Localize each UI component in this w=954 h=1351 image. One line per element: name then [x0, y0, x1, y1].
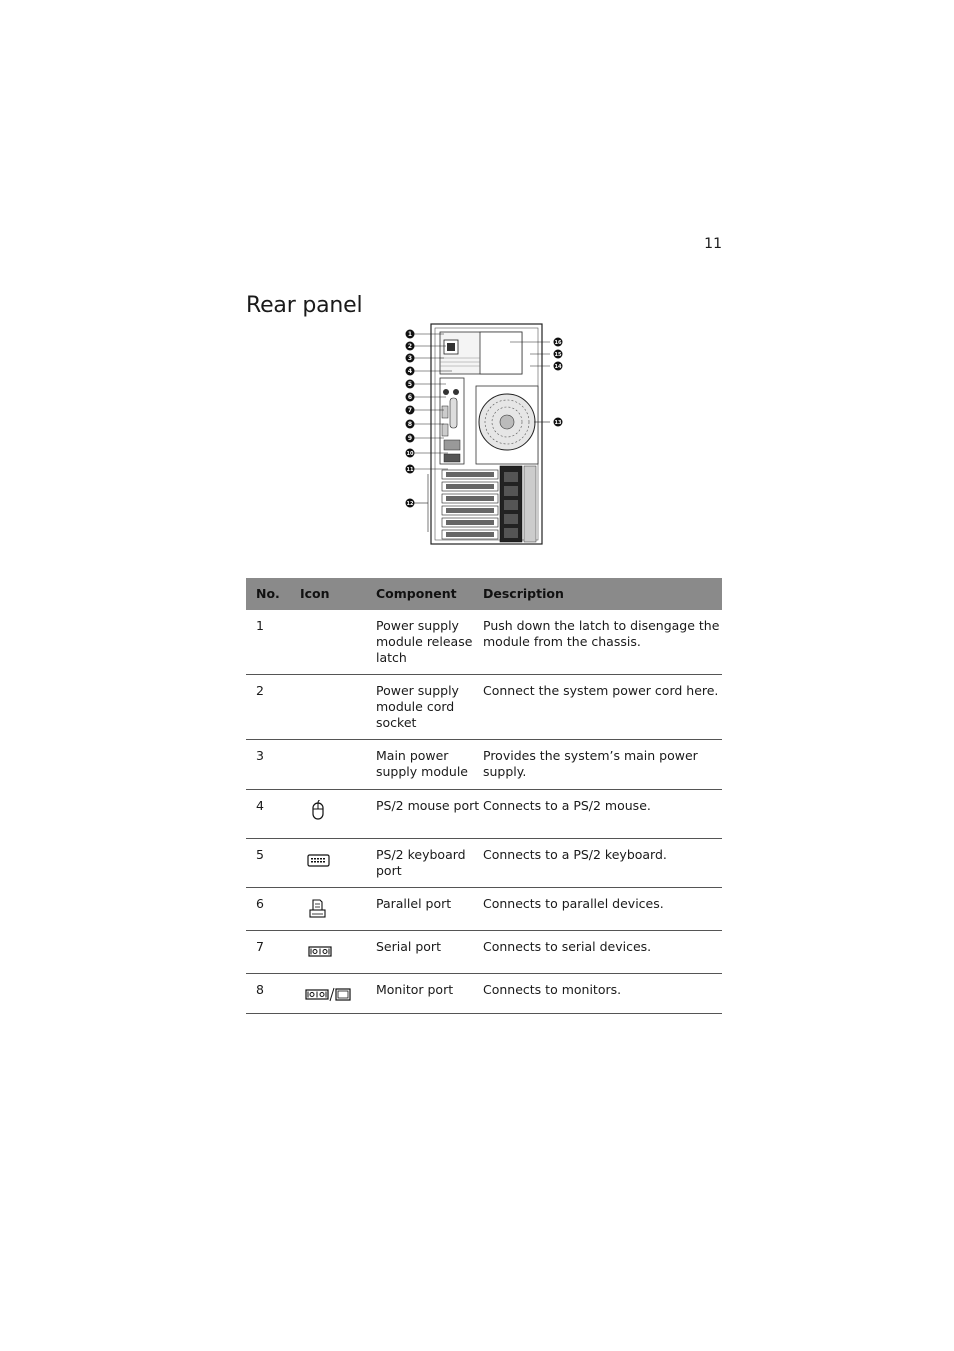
row-component: PS/2 keyboard port	[376, 839, 483, 888]
monitor-port-icon	[300, 984, 376, 1006]
table-row	[246, 790, 722, 839]
header-description: Description	[483, 578, 722, 610]
table-row	[246, 888, 722, 931]
svg-text:12: 12	[406, 501, 414, 507]
row-number: 2	[246, 675, 300, 740]
row-number: 7	[246, 931, 300, 974]
svg-text:6: 6	[407, 394, 413, 401]
row-icon-empty	[300, 740, 376, 790]
svg-text:9: 9	[407, 435, 413, 442]
row-component: Parallel port	[376, 888, 483, 931]
svg-text:7: 7	[407, 407, 413, 414]
svg-text:4: 4	[407, 368, 413, 375]
table-row	[246, 675, 722, 740]
row-number: 6	[246, 888, 300, 931]
row-component: Monitor port	[376, 974, 483, 1014]
components-table	[246, 578, 722, 1014]
row-component: Serial port	[376, 931, 483, 974]
row-number: 4	[246, 790, 300, 839]
table-row	[246, 610, 722, 675]
svg-text:2: 2	[407, 343, 413, 350]
row-description: Connect the system power cord here.	[483, 675, 722, 740]
rear-panel-diagram	[400, 320, 570, 550]
header-component: Component	[376, 578, 483, 610]
mouse-icon	[300, 800, 376, 822]
row-component: PS/2 mouse port	[376, 790, 483, 839]
table-row	[246, 931, 722, 974]
row-component: Main power supply module	[376, 740, 483, 790]
row-description: Push down the latch to disengage the module from the chassis.	[483, 610, 722, 675]
svg-text:11: 11	[406, 467, 414, 473]
row-icon-empty	[300, 610, 376, 675]
svg-text:16: 16	[554, 340, 562, 346]
svg-text:3: 3	[407, 355, 413, 362]
psu-right-panel	[480, 332, 522, 374]
svg-text:5: 5	[407, 381, 413, 388]
serial-port-icon	[300, 941, 376, 963]
row-component: Power supply module cord socket	[376, 675, 483, 740]
header-no: No.	[246, 578, 300, 610]
table-row	[246, 974, 722, 1014]
row-number: 1	[246, 610, 300, 675]
table-row	[246, 839, 722, 888]
svg-text:1: 1	[407, 331, 413, 338]
page-number: 11	[704, 236, 722, 252]
row-description: Connects to serial devices.	[483, 931, 722, 974]
row-description: Connects to parallel devices.	[483, 888, 722, 931]
row-component: Power supply module release latch	[376, 610, 483, 675]
row-description: Connects to monitors.	[483, 974, 722, 1014]
row-number: 8	[246, 974, 300, 1014]
svg-text:10: 10	[406, 451, 414, 457]
table-header-row	[246, 578, 722, 610]
row-description: Connects to a PS/2 keyboard.	[483, 839, 722, 888]
keyboard-icon	[300, 849, 376, 871]
row-description: Provides the system’s main power supply.	[483, 740, 722, 790]
header-icon: Icon	[300, 578, 376, 610]
svg-text:13: 13	[554, 420, 562, 426]
row-number: 5	[246, 839, 300, 888]
svg-text:8: 8	[407, 421, 413, 428]
svg-text:15: 15	[554, 352, 562, 358]
row-description: Connects to a PS/2 mouse.	[483, 790, 722, 839]
table-row	[246, 740, 722, 790]
page-title: Rear panel	[246, 292, 363, 318]
row-icon-empty	[300, 675, 376, 740]
row-number: 3	[246, 740, 300, 790]
printer-icon	[300, 898, 376, 920]
svg-text:14: 14	[554, 364, 562, 370]
